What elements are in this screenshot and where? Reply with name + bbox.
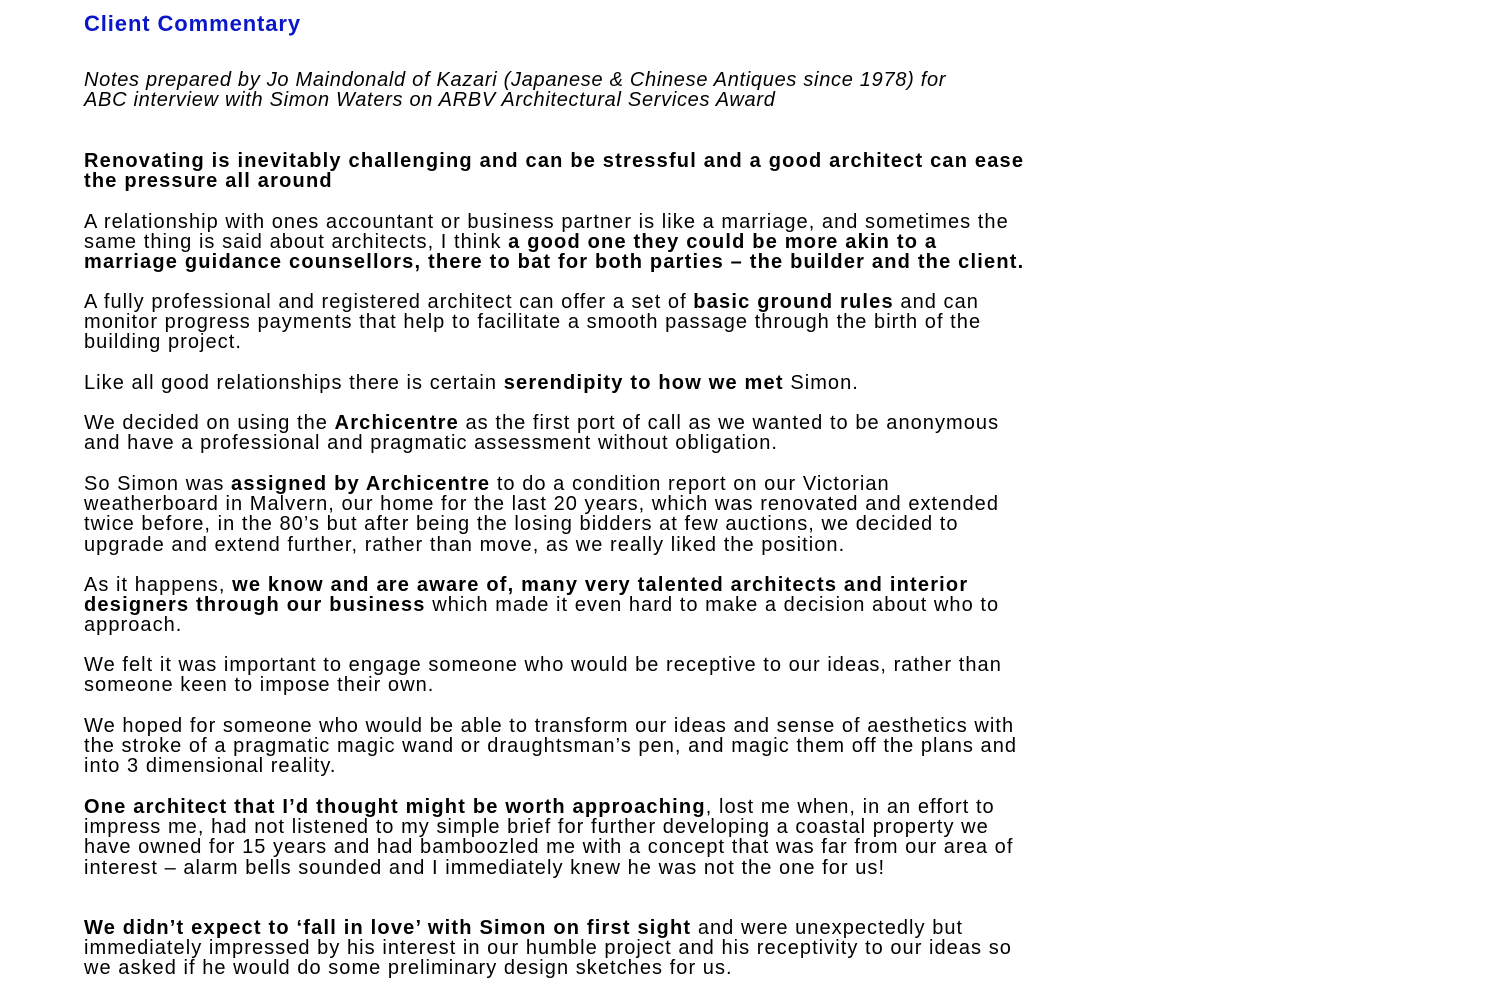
bold-text: marriage guidance counsellors, there to bat for both parties – the builder and the client. xyxy=(84,251,1025,274)
text: interest – alarm bells sounded and I immediately knew he was not the one for us! xyxy=(84,856,886,879)
text: A fully professional and registered architect can offer a set of xyxy=(84,291,694,313)
bold-text: designers through our business xyxy=(84,594,426,617)
text-line xyxy=(84,332,981,352)
paragraph xyxy=(84,918,1012,979)
document-title: Client Commentary xyxy=(84,11,302,36)
text: We hoped for someone who would be able to transform our ideas and sense of aesthetics with xyxy=(84,715,1015,737)
text: As it happens, xyxy=(84,574,233,596)
text: We decided on using the xyxy=(84,412,335,434)
text: We felt it was important to engage someone who would be receptive to our ideas, rather than xyxy=(84,654,1002,676)
text: ABC interview with Simon Waters on ARBV Architectural Services Award xyxy=(84,89,776,112)
bold-text: assigned by Archicentre xyxy=(231,473,491,495)
paragraph xyxy=(84,292,981,353)
text-line xyxy=(84,858,1013,878)
text: immediately impressed by his interest in our humble project and his receptivity to our ideas so xyxy=(84,937,1012,960)
bold-text: we know and are aware of, many very talented architects and interior xyxy=(232,574,969,596)
text-line xyxy=(84,151,1024,171)
text-line xyxy=(84,595,999,615)
bold-text: a good one they could be more akin to a xyxy=(508,231,938,254)
text-line xyxy=(84,655,1002,675)
text: as the first port of call as we wanted to be anonymous xyxy=(458,412,1000,434)
text-line xyxy=(84,716,1017,736)
text-line xyxy=(84,575,999,595)
text: weatherboard in Malvern, our home for the last 20 years, which was renovated and extended xyxy=(84,493,1000,516)
text-line xyxy=(84,252,1024,272)
paragraph xyxy=(84,413,999,453)
text: we asked if he would do some preliminary design sketches for us. xyxy=(84,957,733,980)
text-line xyxy=(84,918,1012,938)
text: building project. xyxy=(84,331,242,354)
text: someone keen to impose their own. xyxy=(84,674,435,697)
paragraph xyxy=(84,373,859,393)
text: upgrade and extend further, rather than move, as we really liked the position. xyxy=(84,533,846,556)
paragraph xyxy=(84,797,1013,878)
text: approach. xyxy=(84,614,183,637)
text-line xyxy=(84,232,1024,252)
text-line xyxy=(84,837,1013,857)
text-line xyxy=(84,675,1002,695)
text-line xyxy=(84,797,1013,817)
text: impress me, had not listened to my simple brief for further developing a coastal property we xyxy=(84,816,989,839)
text-line xyxy=(84,514,999,534)
text: Simon. xyxy=(783,372,859,394)
bold-text: One architect that I’d thought might be worth approaching xyxy=(84,796,706,818)
text: same thing is said about architects, I think xyxy=(84,231,509,254)
paragraph xyxy=(84,151,1024,191)
text: twice before, in the 80’s but after being the losing bidders at few auctions, we decided to xyxy=(84,513,959,536)
text: monitor progress payments that help to facilitate a smooth passage through the birth of the xyxy=(84,311,982,334)
text-line xyxy=(84,938,1012,958)
text-line xyxy=(84,535,999,555)
text-line xyxy=(84,756,1017,776)
bold-text: Archicentre xyxy=(334,412,459,434)
intro-notes xyxy=(84,70,946,110)
text: have owned for 15 years and had bamboozled me with a concept that was far from our area of xyxy=(84,836,1014,859)
text: Like all good relationships there is certain xyxy=(84,372,504,394)
bold-text: the pressure all around xyxy=(84,170,333,193)
bold-text: Renovating is inevitably challenging and can be stressful and a good architect can ease xyxy=(84,150,1025,172)
bold-text: serendipity to how we met xyxy=(503,372,784,394)
paragraph xyxy=(84,716,1017,777)
paragraph xyxy=(84,212,1024,273)
text-line xyxy=(84,90,946,110)
text: which made it even hard to make a decision about who to xyxy=(425,594,1000,617)
text: A relationship with ones accountant or business partner is like a marriage, and sometimes the xyxy=(84,211,1009,233)
text: So Simon was xyxy=(84,473,232,495)
text-line xyxy=(84,736,1017,756)
bold-text: We didn’t expect to ‘fall in love’ with Simon on first sight xyxy=(84,917,692,939)
text: and were unexpectedly but xyxy=(691,917,964,939)
text-line xyxy=(84,413,999,433)
text-line xyxy=(84,212,1024,232)
text: Notes prepared by Jo Maindonald of Kazari (Japanese & Chinese Antiques since 1978) for xyxy=(84,69,947,91)
text-line xyxy=(84,292,981,312)
text-line xyxy=(84,474,999,494)
bold-text: basic ground rules xyxy=(693,291,894,313)
text: and can xyxy=(893,291,979,313)
text: into 3 dimensional reality. xyxy=(84,755,337,778)
text-line xyxy=(84,433,999,453)
paragraph xyxy=(84,655,1002,695)
text-line xyxy=(84,171,1024,191)
text-line xyxy=(84,373,859,393)
text-line xyxy=(84,817,1013,837)
text: , lost me when, in an effort to xyxy=(705,796,995,818)
text-line xyxy=(84,494,999,514)
text: to do a condition report on our Victorian xyxy=(490,473,890,495)
text-line xyxy=(84,312,981,332)
paragraph xyxy=(84,474,999,555)
text: the stroke of a pragmatic magic wand or draughtsman’s pen, and magic them off the plans and xyxy=(84,735,1018,758)
text-line xyxy=(84,958,1012,978)
paragraph xyxy=(84,575,999,636)
text-line xyxy=(84,615,999,635)
text-line xyxy=(84,70,946,90)
text: and have a professional and pragmatic assessment without obligation. xyxy=(84,432,778,455)
